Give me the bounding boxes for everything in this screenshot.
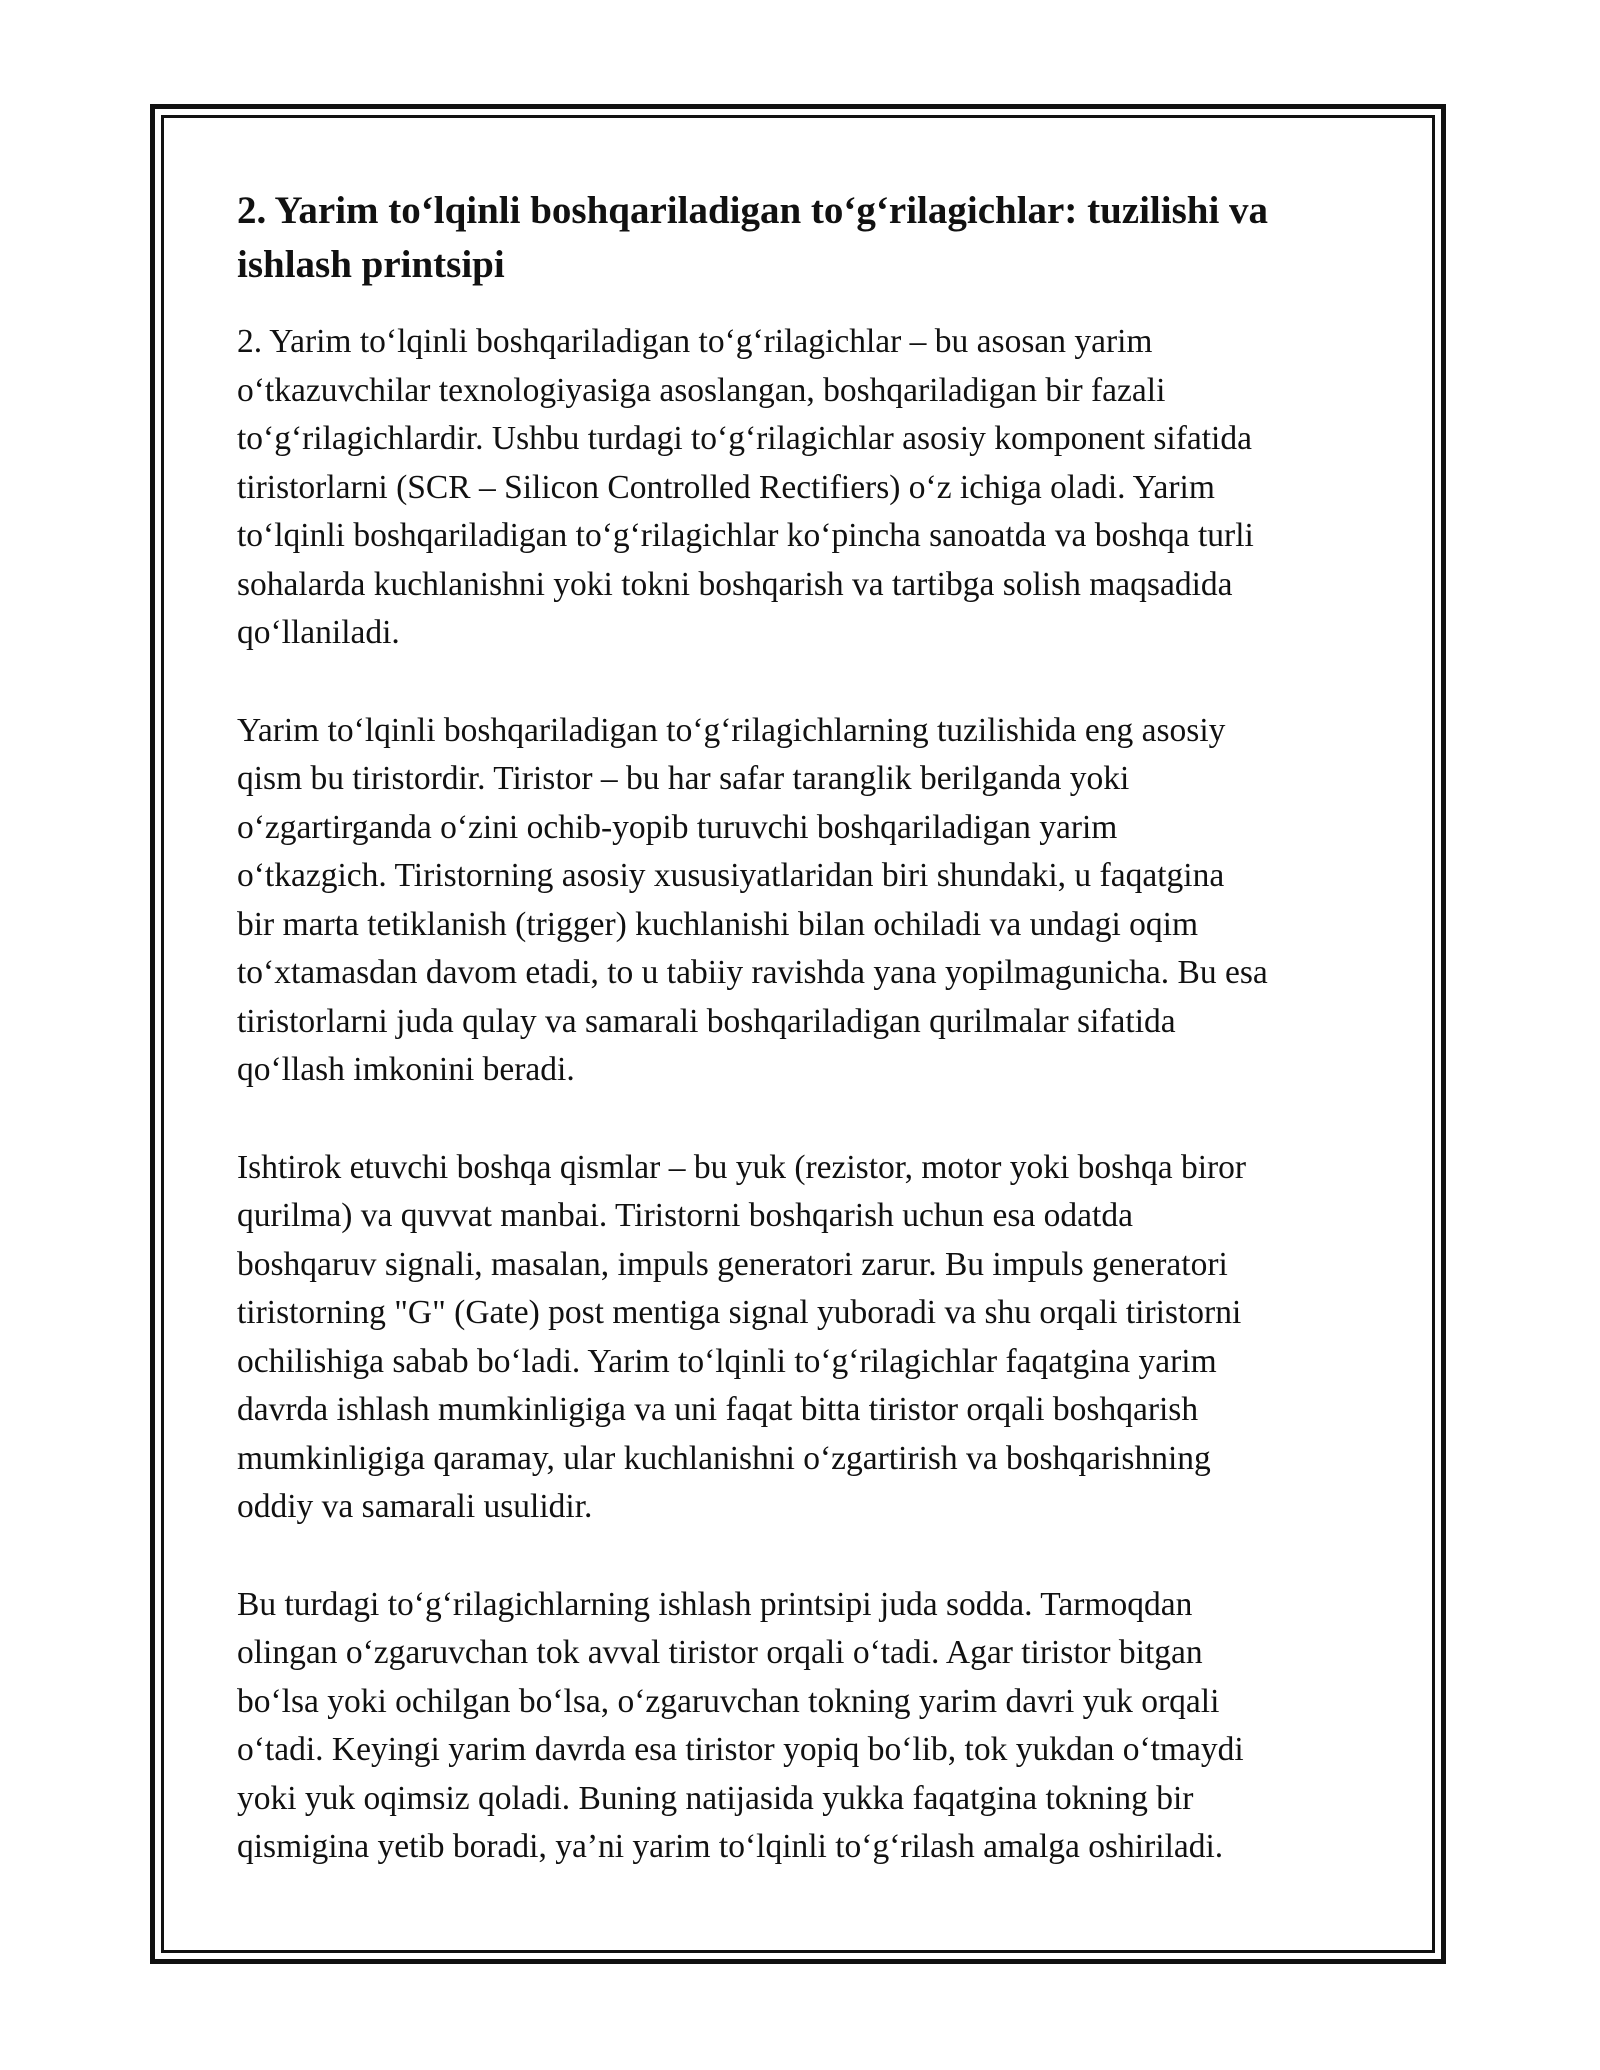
paragraph-operation: Bu turdagi to‘g‘rilagichlarning ishlash printsipi juda sodda. Tarmoqdan olingan o‘zgaruvchan tok avval tiristor orqali o‘tadi. Agar tiristor bitgan bo‘lsa yoki ochilgan bo‘lsa, o‘zgaruvchan tokning yarim davri yuk orqali o‘tadi. Keyingi yarim davrda esa tiristor yopiq bo‘lib, tok yukdan o‘tmaydi yoki yuk oqimsiz qoladi. Buning natijasida yukka faqatgina tokning bir qismigina yetib boradi, ya’ni yarim to‘lqinli to‘g‘rilash amalga oshiriladi. [237,1585,1244,1865]
section-heading: 2. Yarim to‘lqinli boshqariladigan to‘g‘rilagichlar: tuzilishi va ishlash printsipi [237,189,1269,286]
paragraph-structure: Yarim to‘lqinli boshqariladigan to‘g‘rilagichlarning tuzilishida eng asosiy qism bu tiristordir. Tiristor – bu har safar taranglik berilganda yoki o‘zgartirganda o‘zini ochib-yopib turuvchi boshqariladigan yarim o‘tkazgich. Tiristorning asosiy xususiyatlaridan biri shundaki, u faqatgina bir marta tetiklanish (trigger) kuchlanishi bilan ochiladi va undagi oqim to‘xtamasdan davom etadi, to u tabiiy ravishda yana yopilmagunicha. Bu esa tiristorlarni juda qulay va samarali boshqariladigan qurilmalar sifatida qo‘llash imkonini beradi. [237,711,1268,1088]
paragraph-intro: 2. Yarim to‘lqinli boshqariladigan to‘g‘rilagichlar – bu asosan yarim o‘tkazuvchilar texnologiyasiga asoslangan, boshqariladigan bir fazali to‘g‘rilagichlardir. Ushbu turdagi to‘g‘rilagichlar asosiy komponent sifatida tiristorlarni (SCR – Silicon Controlled Rectifiers) o‘z ichiga oladi. Yarim to‘lqinli boshqariladigan to‘g‘rilagichlar ko‘pincha sanoatda va boshqa turli sohalarda kuchlanishni yoki tokni boshqarish va tartibga solish maqsadida qo‘llaniladi. [237,323,1254,651]
paragraph-components: Ishtirok etuvchi boshqa qismlar – bu yuk (rezistor, motor yoki boshqa biror qurilma) va quvvat manbai. Tiristorni boshqarish uchun esa odatda boshqaruv signali, masalan, impuls generatori zarur. Bu impuls generatori tiristorning "G" (Gate) post mentiga signal yuboradi va shu orqali tiristorni ochilishiga sabab bo‘ladi. Yarim to‘lqinli to‘g‘rilagichlar faqatgina yarim davrda ishlash mumkinligiga va uni faqat bitta tiristor orqali boshqarish mumkinligiga qaramay, ular kuchlanishni o‘zgartirish va boshqarishning oddiy va samarali usulidir. [237,1148,1247,1525]
document-body [237,184,1377,1921]
